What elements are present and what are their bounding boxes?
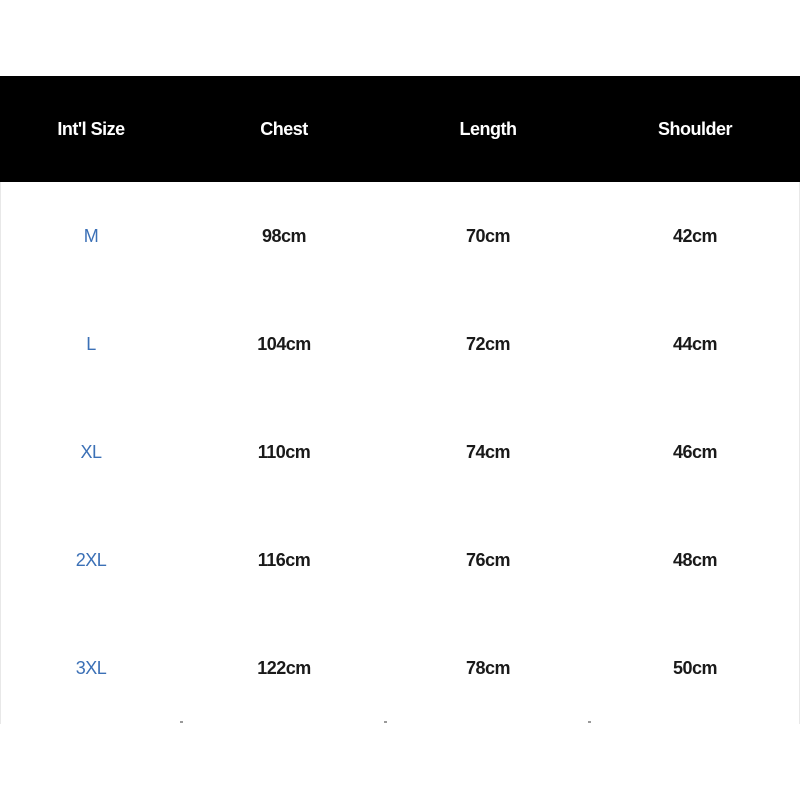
chest-cell: 110cm xyxy=(257,442,311,462)
column-divider-tick xyxy=(384,721,387,723)
table-left-edge xyxy=(0,182,1,724)
length-cell: 76cm xyxy=(465,550,511,570)
shoulder-cell: 42cm xyxy=(672,226,718,246)
header-intl-size: Int'l Size xyxy=(57,119,125,139)
size-cell: 3XL xyxy=(75,658,107,678)
table-row xyxy=(0,290,800,398)
table-row xyxy=(0,506,800,614)
shoulder-cell: 44cm xyxy=(672,334,718,354)
length-cell: 78cm xyxy=(465,658,511,678)
size-cell: M xyxy=(83,226,99,246)
length-cell: 74cm xyxy=(465,442,511,462)
table-header-row xyxy=(0,76,800,182)
chest-cell: 98cm xyxy=(261,226,307,246)
length-cell: 72cm xyxy=(465,334,511,354)
chest-cell: 104cm xyxy=(257,334,311,354)
header-shoulder: Shoulder xyxy=(657,119,732,139)
table-row xyxy=(0,182,800,290)
chest-cell: 116cm xyxy=(257,550,311,570)
shoulder-cell: 50cm xyxy=(672,658,718,678)
size-chart-table xyxy=(0,76,800,724)
size-cell: 2XL xyxy=(75,550,107,570)
table-row xyxy=(0,398,800,506)
chest-cell: 122cm xyxy=(257,658,311,678)
header-length: Length xyxy=(459,119,517,139)
column-divider-tick xyxy=(588,721,591,723)
header-chest: Chest xyxy=(260,119,308,139)
size-cell: L xyxy=(86,334,96,354)
size-cell: XL xyxy=(80,442,102,462)
table-row xyxy=(0,614,800,722)
length-cell: 70cm xyxy=(465,226,511,246)
shoulder-cell: 48cm xyxy=(672,550,718,570)
column-divider-tick xyxy=(180,721,183,723)
shoulder-cell: 46cm xyxy=(672,442,718,462)
